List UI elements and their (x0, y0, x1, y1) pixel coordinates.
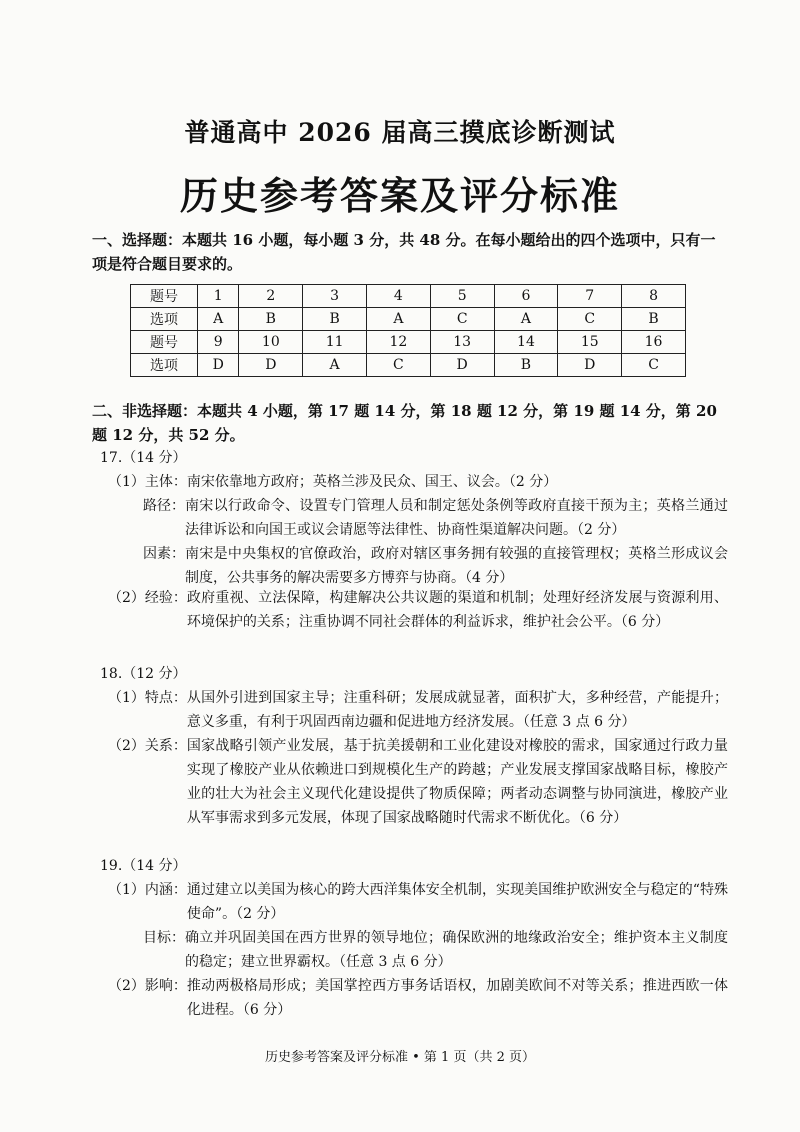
q17-path-text: 南宋以行政命令、设置专门管理人员和制定惩处条例等政府直接干预为主；英格兰通过法律诉讼和向国王或议会请愿等法律性、协商性渠道解决问题。（2 分） (185, 498, 728, 538)
table-cell: C (558, 308, 622, 331)
table-cell: D (558, 354, 622, 377)
q17-factors-text: 南宋是中央集权的官僚政治，政府对辖区事务拥有较强的直接管理权；英格兰形成议会制度，公共事务的解决需要多方博弈与协商。（4 分） (185, 546, 728, 586)
table-row-header: 题号 (131, 331, 198, 354)
table-cell: 16 (622, 331, 686, 354)
q17-part2-text: 政府重视、立法保障，构建解决公共议题的渠道和机制；处理好经济发展与资源利用、环境保护的关系；注重协调不同社会群体的利益诉求，维护社会公平。（6 分） (186, 590, 728, 630)
table-row-header: 选项 (131, 308, 198, 331)
table-cell: A (494, 308, 558, 331)
q18-heading: 18.（12 分） (100, 666, 187, 682)
table-cell: 5 (430, 285, 494, 308)
q18-part1-text: 从国外引进到国家主导；注重科研；发展成就显著，面积扩大，多种经营，产能提升；意义多重，有利于巩固西南边疆和促进地方经济发展。（任意 3 点 6 分） (186, 690, 728, 730)
q17-factors (143, 542, 728, 590)
table-cell: 10 (239, 331, 303, 354)
table-row-header: 选项 (131, 354, 198, 377)
table-cell: 13 (430, 331, 494, 354)
q19-part1-label: （1）内涵： (108, 882, 187, 898)
q19-heading: 19.（14 分） (100, 858, 187, 874)
q18-part1 (108, 686, 728, 734)
table-cell: D (239, 354, 303, 377)
table-cell: B (622, 308, 686, 331)
table-cell: 6 (494, 285, 558, 308)
q17-part1-text: 南宋依靠地方政府；英格兰涉及民众、国王、议会。（2 分） (186, 474, 558, 490)
table-row-header: 题号 (131, 285, 198, 308)
table-cell: C (430, 308, 494, 331)
table-row (131, 285, 686, 308)
table-cell: 7 (558, 285, 622, 308)
q19-goals-label: 目标： (143, 930, 185, 946)
table-cell: 15 (558, 331, 622, 354)
table-cell: A (198, 308, 239, 331)
q18-part2-text: 国家战略引领产业发展，基于抗美援朝和工业化建设对橡胶的需求，国家通过行政力量实现了橡胶产业从依赖进口到规模化生产的跨越；产业发展支撑国家战略目标，橡胶产业的壮大为社会主义现代化建设提供了物质保障；两者动态调整与协同演进，橡胶产业从军事需求到多元发展，体现了国家战略随时代需求不断优化。（6 分） (186, 738, 728, 826)
q19-part1-text: 通过建立以美国为核心的跨大西洋集体安全机制，实现美国维护欧洲安全与稳定的“特殊使命”。（2 分） (186, 882, 728, 922)
table-cell: A (303, 354, 367, 377)
answer-table (130, 284, 686, 377)
table-cell: D (430, 354, 494, 377)
q19-goals-text: 确立并巩固美国在西方世界的领导地位；确保欧洲的地缘政治安全；维护资本主义制度的稳定；建立世界霸权。（任意 3 点 6 分） (185, 930, 728, 970)
q17-part1 (108, 470, 728, 494)
q19-part2-text: 推动两极格局形成；美国掌控西方事务话语权，加剧美欧间不对等关系；推进西欧一体化进程。（6 分） (186, 978, 728, 1018)
table-cell: C (367, 354, 431, 377)
table-cell: D (198, 354, 239, 377)
table-cell: 14 (494, 331, 558, 354)
table-cell: 2 (239, 285, 303, 308)
q17-path-label: 路径： (143, 498, 185, 514)
q17-part2 (108, 586, 728, 634)
table-cell: B (494, 354, 558, 377)
table-cell: 12 (367, 331, 431, 354)
table-cell: 8 (622, 285, 686, 308)
q17-part2-label: （2）经验： (108, 590, 187, 606)
table-row (131, 308, 686, 331)
table-row (131, 331, 686, 354)
q19-part2-label: （2）影响： (108, 978, 187, 994)
page-footer: 历史参考答案及评分标准 • 第 1 页（共 2 页） (264, 1050, 535, 1065)
table-cell: B (303, 308, 367, 331)
q17-heading: 17.（14 分） (100, 450, 187, 466)
table-cell: 1 (198, 285, 239, 308)
q19-part2 (108, 974, 728, 1022)
q17-part1-label: （1）主体： (108, 474, 187, 490)
q18-part2-label: （2）关系： (108, 738, 187, 754)
q18-part2 (108, 734, 728, 830)
table-cell: 4 (367, 285, 431, 308)
document-title: 历史参考答案及评分标准 (179, 173, 620, 218)
exam-title: 普通高中 2026 届高三摸底诊断测试 (184, 118, 616, 147)
table-cell: C (622, 354, 686, 377)
table-cell: 11 (303, 331, 367, 354)
table-cell: A (367, 308, 431, 331)
q18-part1-label: （1）特点： (108, 690, 187, 706)
q17-path (143, 494, 728, 542)
table-cell: 3 (303, 285, 367, 308)
q19-part1 (108, 878, 728, 926)
table-cell: B (239, 308, 303, 331)
q19-goals (143, 926, 728, 974)
table-row (131, 354, 686, 377)
section2-instructions: 二、非选择题：本题共 4 小题，第 17 题 14 分，第 18 题 12 分，第 19 题 14 分，第 20 题 12 分，共 52 分。 (92, 402, 717, 444)
q17-factors-label: 因素： (143, 546, 185, 562)
section1-instructions: 一、选择题：本题共 16 小题，每小题 3 分，共 48 分。在每小题给出的四个选项中，只有一项是符合题目要求的。 (92, 231, 716, 273)
table-cell: 9 (198, 331, 239, 354)
